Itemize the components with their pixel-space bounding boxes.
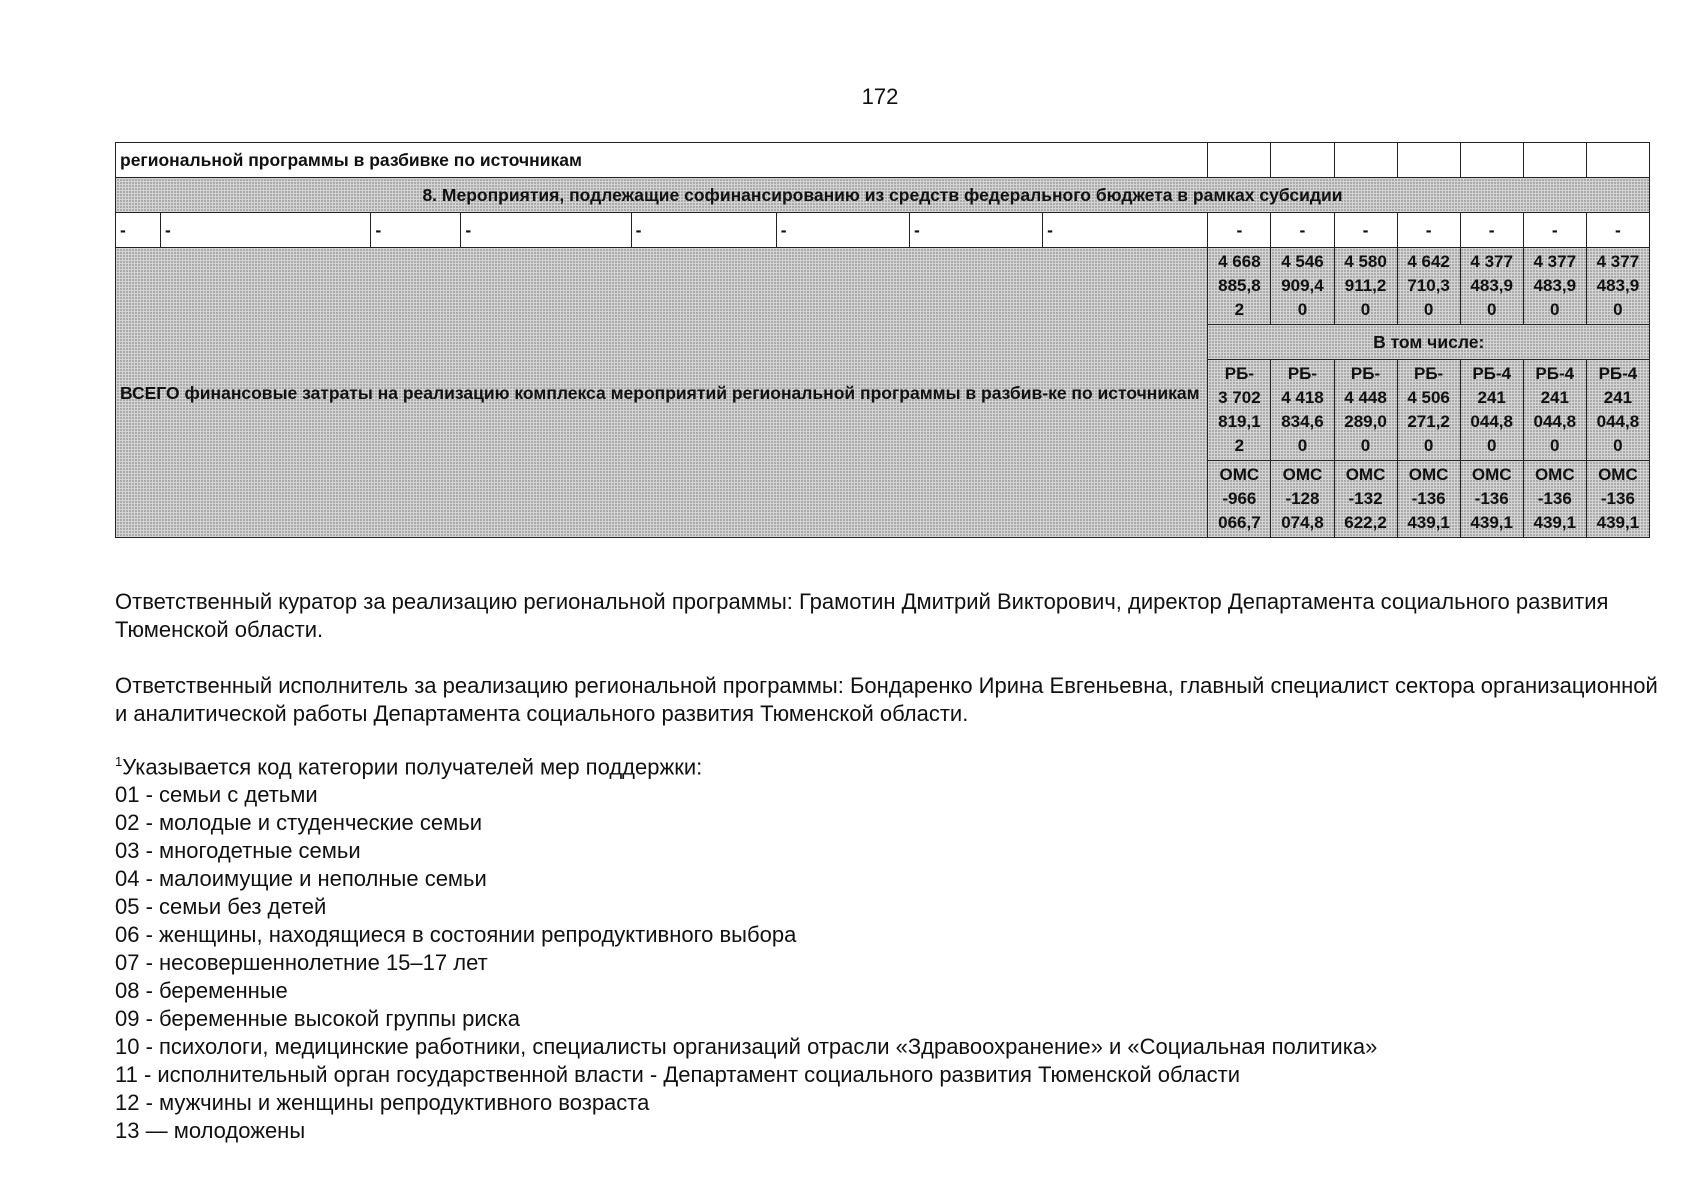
oms-value-cell: ОМС -136 439,1 bbox=[1586, 461, 1649, 538]
total-value-cell: 4 377 483,9 0 bbox=[1460, 248, 1523, 325]
list-item: 07 - несовершеннолетние 15–17 лет bbox=[115, 950, 488, 976]
executor-paragraph: Ответственный исполнитель за реализацию региональной программы: Бондаренко Ирина Евгеньевна, главный специалист сектора организационной и аналитической работы Департамента социального развития Тюменской области. bbox=[115, 673, 1658, 726]
footnote-intro bbox=[115, 748, 1377, 781]
dash-cell: - bbox=[161, 213, 371, 248]
empty-cell bbox=[1397, 143, 1460, 178]
empty-cell bbox=[1271, 143, 1334, 178]
curator-paragraph: Ответственный куратор за реализацию региональной программы: Грамотин Дмитрий Викторович, директор Департамента социального развития Тюменской области. bbox=[115, 589, 1609, 642]
rb-value-cell: РБ- 4 418 834,6 0 bbox=[1271, 360, 1334, 461]
total-value-cell: 4 580 911,2 0 bbox=[1334, 248, 1397, 325]
total-row bbox=[116, 248, 1650, 325]
dash-cell: - bbox=[1271, 213, 1334, 248]
oms-value-cell: ОМС -966 066,7 bbox=[1208, 461, 1271, 538]
list-item: 08 - беременные bbox=[115, 978, 288, 1004]
section-title: 8. Мероприятия, подлежащие софинансированию из средств федерального бюджета в рамках субсидии bbox=[116, 178, 1650, 213]
empty-cell bbox=[1460, 143, 1523, 178]
dash-cell: - bbox=[1523, 213, 1586, 248]
section-row bbox=[116, 178, 1650, 213]
list-item: 05 - семьи без детей bbox=[115, 894, 327, 920]
oms-value-cell: ОМС -136 439,1 bbox=[1460, 461, 1523, 538]
rb-value-cell: РБ-4 241 044,8 0 bbox=[1586, 360, 1649, 461]
dash-cell: - bbox=[776, 213, 909, 248]
dash-row bbox=[116, 213, 1650, 248]
total-label: ВСЕГО финансовые затраты на реализацию комплекса мероприятий региональной программы в разбив-ке по источникам bbox=[116, 248, 1208, 538]
oms-value-cell: ОМС -128 074,8 bbox=[1271, 461, 1334, 538]
footnote-mark: 1 bbox=[115, 754, 123, 769]
total-value-cell: 4 546 909,4 0 bbox=[1271, 248, 1334, 325]
footnote-intro-text: Указывается код категории получателей мер поддержки: bbox=[122, 754, 703, 780]
including-label: В том числе: bbox=[1208, 325, 1650, 360]
total-value-cell: 4 668 885,8 2 bbox=[1208, 248, 1271, 325]
financing-table bbox=[115, 142, 1650, 538]
dash-cell: - bbox=[1334, 213, 1397, 248]
list-item: 13 — молодожены bbox=[115, 1118, 306, 1144]
rb-value-cell: РБ-4 241 044,8 0 bbox=[1460, 360, 1523, 461]
list-item: 06 - женщины, находящиеся в состоянии репродуктивного выбора bbox=[115, 922, 797, 948]
rb-value-cell: РБ- 4 448 289,0 0 bbox=[1334, 360, 1397, 461]
dash-cell: - bbox=[461, 213, 631, 248]
list-item: 09 - беременные высокой группы риска bbox=[115, 1006, 521, 1032]
dash-cell: - bbox=[631, 213, 776, 248]
list-item: 10 - психологи, медицинские работники, специалисты организаций отрасли «Здравоохранение» и «Социальная политика» bbox=[115, 1034, 1378, 1060]
total-value-cell: 4 377 483,9 0 bbox=[1523, 248, 1586, 325]
empty-cell bbox=[1523, 143, 1586, 178]
dash-cell: - bbox=[1586, 213, 1649, 248]
rb-value-cell: РБ- 4 506 271,2 0 bbox=[1397, 360, 1460, 461]
rb-value-cell: РБ- 3 702 819,1 2 bbox=[1208, 360, 1271, 461]
dash-cell: - bbox=[909, 213, 1042, 248]
oms-value-cell: ОМС -132 622,2 bbox=[1334, 461, 1397, 538]
table-row-title bbox=[116, 143, 1650, 178]
dash-cell: - bbox=[1397, 213, 1460, 248]
dash-cell: - bbox=[1208, 213, 1271, 248]
dash-cell: - bbox=[116, 213, 161, 248]
total-value-cell: 4 377 483,9 0 bbox=[1586, 248, 1649, 325]
list-item: 11 - исполнительный орган государственной власти - Департамент социального развития Тюменской области bbox=[115, 1062, 1241, 1088]
list-item: 02 - молодые и студенческие семьи bbox=[115, 810, 483, 836]
oms-value-cell: ОМС -136 439,1 bbox=[1397, 461, 1460, 538]
dash-cell: - bbox=[1043, 213, 1208, 248]
list-item: 12 - мужчины и женщины репродуктивного возраста bbox=[115, 1090, 650, 1116]
footnote bbox=[115, 748, 1377, 1145]
total-value-cell: 4 642 710,3 0 bbox=[1397, 248, 1460, 325]
list-item: 04 - малоимущие и неполные семьи bbox=[115, 866, 487, 892]
empty-cell bbox=[1208, 143, 1271, 178]
page-number: 172 bbox=[861, 84, 899, 109]
rb-value-cell: РБ-4 241 044,8 0 bbox=[1523, 360, 1586, 461]
dash-cell: - bbox=[1460, 213, 1523, 248]
empty-cell bbox=[1334, 143, 1397, 178]
empty-cell bbox=[1586, 143, 1649, 178]
dash-cell: - bbox=[371, 213, 461, 248]
list-item: 01 - семьи с детьми bbox=[115, 782, 318, 808]
row-title-cell: региональной программы в разбивке по источникам bbox=[116, 143, 1208, 178]
oms-value-cell: ОМС -136 439,1 bbox=[1523, 461, 1586, 538]
list-item: 03 - многодетные семьи bbox=[115, 838, 361, 864]
